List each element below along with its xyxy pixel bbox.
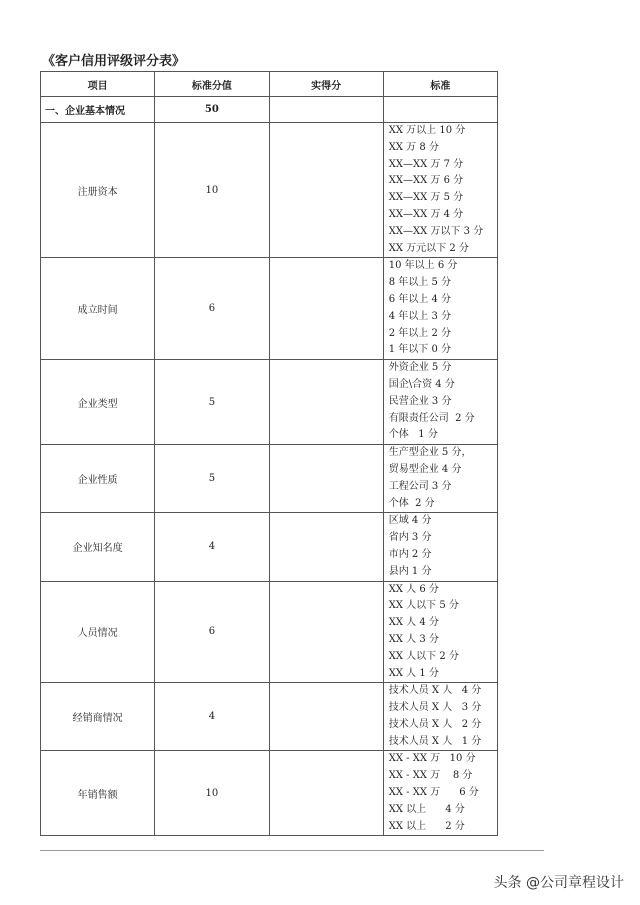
criteria-line: 10 年以上 6 分 — [388, 260, 458, 272]
criteria-line: XX 人 3 分 — [388, 633, 439, 645]
document-title: 《客户信用评级评分表》 — [42, 54, 186, 69]
table-header-row — [41, 72, 498, 97]
row-item: 企业性质 — [41, 445, 155, 513]
table-row — [41, 360, 498, 445]
row-criteria — [383, 445, 497, 513]
criteria-line: XX - XX 万 10 分 — [388, 753, 476, 765]
header-standard-score: 标准分值 — [155, 72, 269, 97]
row-item: 成立时间 — [41, 258, 155, 360]
row-score: 6 — [155, 258, 269, 360]
row-criteria — [383, 581, 497, 683]
row-actual-score — [269, 581, 383, 683]
criteria-line: 外资企业 5 分 — [388, 362, 452, 374]
criteria-line: 2 年以上 2 分 — [388, 327, 452, 339]
criteria-line: 个体 2 分 — [388, 497, 435, 509]
row-criteria — [383, 258, 497, 360]
criteria-line: 技术人员 X 人 4 分 — [388, 685, 482, 697]
criteria-line: 县内 1 分 — [388, 565, 432, 577]
row-actual-score — [269, 360, 383, 445]
criteria-line: XX 人 1 分 — [388, 667, 439, 679]
criteria-line: 民营企业 3 分 — [388, 395, 452, 407]
row-score: 5 — [155, 360, 269, 445]
table-row — [41, 683, 498, 751]
criteria-line: 个体 1 分 — [388, 429, 438, 441]
criteria-line: XX—XX 万 4 分 — [388, 208, 464, 220]
table-row — [41, 258, 498, 360]
criteria-line: 国企\合资 4 分 — [388, 378, 455, 390]
row-criteria — [383, 683, 497, 751]
row-score: 6 — [155, 581, 269, 683]
criteria-line: XX - XX 万 8 分 — [388, 770, 473, 782]
row-item: 企业类型 — [41, 360, 155, 445]
criteria-line: XX 以上 2 分 — [388, 820, 465, 832]
row-actual-score — [269, 258, 383, 360]
row-actual-score — [269, 123, 383, 258]
row-item: 年销售额 — [41, 751, 155, 836]
row-score: 5 — [155, 445, 269, 513]
row-score: 4 — [155, 683, 269, 751]
criteria-line: XX 人以下 2 分 — [388, 650, 459, 662]
row-score: 10 — [155, 751, 269, 836]
row-score: 4 — [155, 513, 269, 581]
criteria-line: 1 年以下 0 分 — [388, 344, 452, 356]
criteria-line: 区域 4 分 — [388, 515, 432, 527]
table-row — [41, 445, 498, 513]
row-actual-score — [269, 683, 383, 751]
row-item: 人员情况 — [41, 581, 155, 683]
credit-rating-table — [40, 71, 498, 836]
criteria-line: XX - XX 万 6 分 — [388, 787, 479, 799]
table-row — [41, 751, 498, 836]
row-item: 经销商情况 — [41, 683, 155, 751]
criteria-line: 技术人员 X 人 3 分 — [388, 702, 482, 714]
row-criteria — [383, 513, 497, 581]
criteria-line: 贸易型企业 4 分 — [388, 463, 462, 475]
criteria-line: 生产型企业 5 分， — [388, 447, 472, 459]
section-label: 一、企业基本情况 — [41, 97, 155, 123]
criteria-line: XX—XX 万以下 3 分 — [388, 225, 484, 237]
table-row — [41, 123, 498, 258]
row-actual-score — [269, 751, 383, 836]
criteria-line: 8 年以上 5 分 — [388, 277, 452, 289]
header-actual-score: 实得分 — [269, 72, 383, 97]
criteria-line: XX 人以下 5 分 — [388, 600, 459, 612]
row-criteria — [383, 123, 497, 258]
criteria-line: XX 万元以下 2 分 — [388, 242, 469, 254]
criteria-line: XX 人 6 分 — [388, 583, 439, 595]
section-actual-score — [269, 97, 383, 123]
criteria-line: 有限责任公司 2 分 — [388, 412, 475, 424]
row-actual-score — [269, 513, 383, 581]
criteria-line: 技术人员 X 人 1 分 — [388, 735, 482, 747]
criteria-line: 市内 2 分 — [388, 548, 432, 560]
section-row — [41, 97, 498, 123]
header-item: 项目 — [41, 72, 155, 97]
criteria-line: XX 万以上 10 分 — [388, 125, 466, 136]
row-actual-score — [269, 445, 383, 513]
criteria-line: 4 年以上 3 分 — [388, 310, 452, 322]
row-criteria — [383, 360, 497, 445]
section-score: 50 — [155, 97, 269, 123]
criteria-line: 技术人员 X 人 2 分 — [388, 718, 482, 730]
footer-divider — [40, 850, 544, 851]
criteria-line: XX—XX 万 5 分 — [388, 192, 464, 204]
criteria-line: XX 以上 4 分 — [388, 803, 465, 815]
watermark: 头条 @公司章程设计 — [493, 875, 624, 891]
table-row — [41, 513, 498, 581]
criteria-line: 省内 3 分 — [388, 532, 432, 544]
criteria-line: 工程公司 3 分 — [388, 480, 452, 492]
row-item: 注册资本 — [41, 123, 155, 258]
section-criteria — [383, 97, 497, 123]
criteria-line: XX 人 4 分 — [388, 617, 439, 629]
criteria-line: XX—XX 万 6 分 — [388, 175, 464, 187]
criteria-line: 6 年以上 4 分 — [388, 293, 452, 305]
table-row — [41, 581, 498, 683]
row-score: 10 — [155, 123, 269, 258]
criteria-line: XX—XX 万 7 分 — [388, 158, 464, 170]
row-item: 企业知名度 — [41, 513, 155, 581]
criteria-line: XX 万 8 分 — [388, 141, 439, 153]
row-criteria — [383, 751, 497, 836]
header-criteria: 标准 — [383, 72, 497, 97]
